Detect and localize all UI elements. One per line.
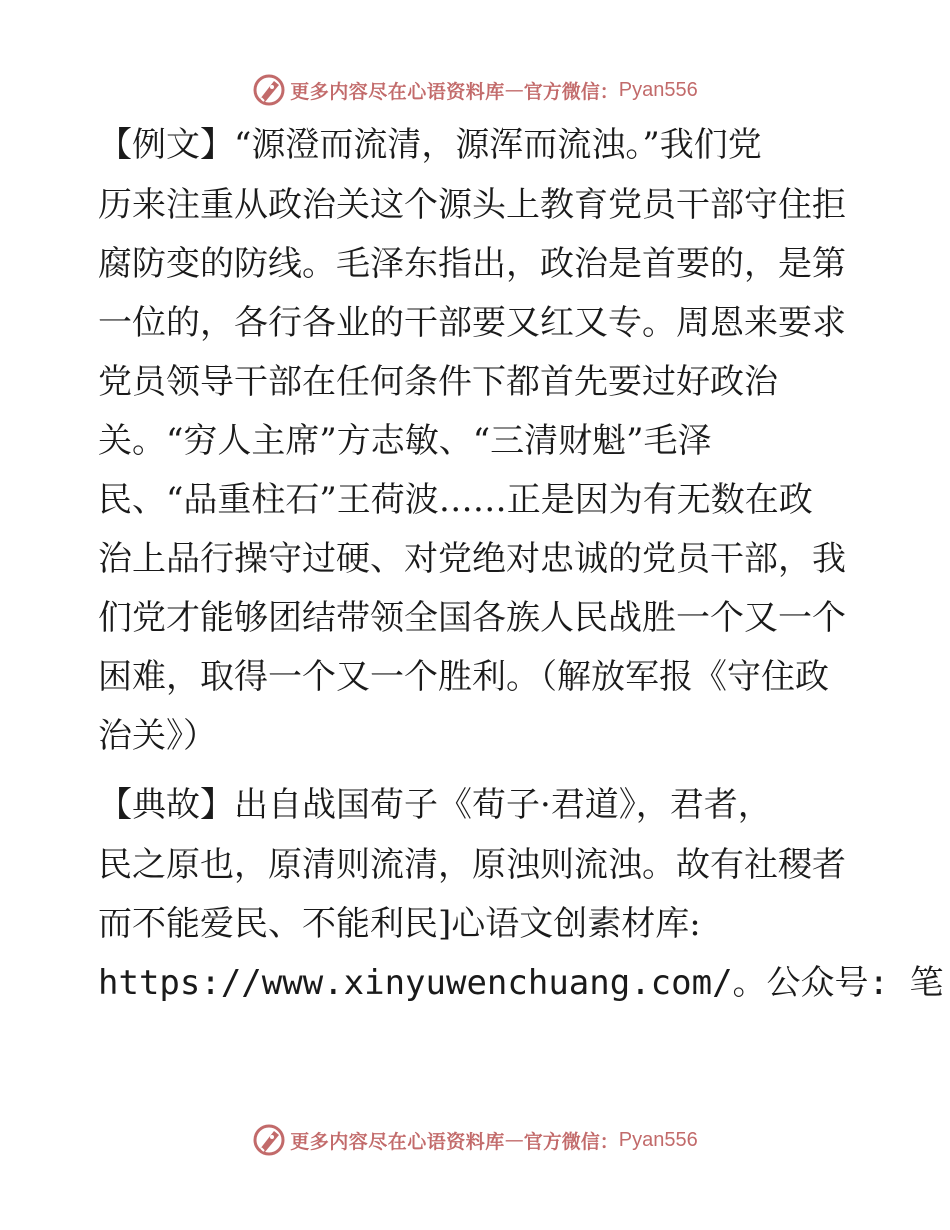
banner-text: 更多内容尽在心语资料库 <box>290 80 505 103</box>
banner-text: 更多内容尽在心语资料库 <box>290 1130 505 1153</box>
pen-nib-logo-icon <box>252 73 286 107</box>
wechat-id: Pyan556 <box>618 78 698 101</box>
text-line: 民、“品重柱石”王荷波……正是因为有无数在政 <box>98 480 813 520</box>
footer-banner <box>0 1120 950 1160</box>
banner-separator: — <box>504 1129 524 1151</box>
text-line: 关。“穷人主席”方志敏、“三清财魁”毛泽 <box>98 421 712 461</box>
banner-label: 官方微信： <box>523 1130 619 1153</box>
banner-separator: — <box>504 79 524 101</box>
text-line: 而不能爱民、不能利民]心语文创素材库: <box>98 904 701 944</box>
text-line: 困难，取得一个又一个胜利。（解放军报《守住政 <box>98 657 829 697</box>
text-line: 历来注重从政治关这个源头上教育党员干部守住拒 <box>98 185 846 225</box>
url-line: https://www.xinyuwenchuang.com/。公众号: 笔 <box>98 963 944 1003</box>
text-line: 治关》） <box>98 716 217 756</box>
text-line: 一位的，各行各业的干部要又红又专。周恩来要求 <box>98 303 846 343</box>
text-line: 治上品行操守过硬、对党绝对忠诚的党员干部，我 <box>98 539 846 579</box>
text-line: 们党才能够团结带领全国各族人民战胜一个又一个 <box>98 598 846 638</box>
text-line: 民之原也，原清则流清，原浊则流浊。故有社稷者 <box>98 845 846 885</box>
text-line: 【例文】“源澄而流清，源浑而流浊。”我们党 <box>98 125 762 165</box>
text-line: 党员领导干部在任何条件下都首先要过好政治 <box>98 362 778 402</box>
text-line: 腐防变的防线。毛泽东指出，政治是首要的，是第 <box>98 244 846 284</box>
pen-nib-logo-icon <box>252 1123 286 1157</box>
banner-label: 官方微信： <box>523 80 619 103</box>
wechat-id: Pyan556 <box>618 1128 698 1151</box>
header-banner <box>0 70 950 110</box>
text-line: 【典故】出自战国荀子《荀子·君道》，君者， <box>98 785 772 825</box>
